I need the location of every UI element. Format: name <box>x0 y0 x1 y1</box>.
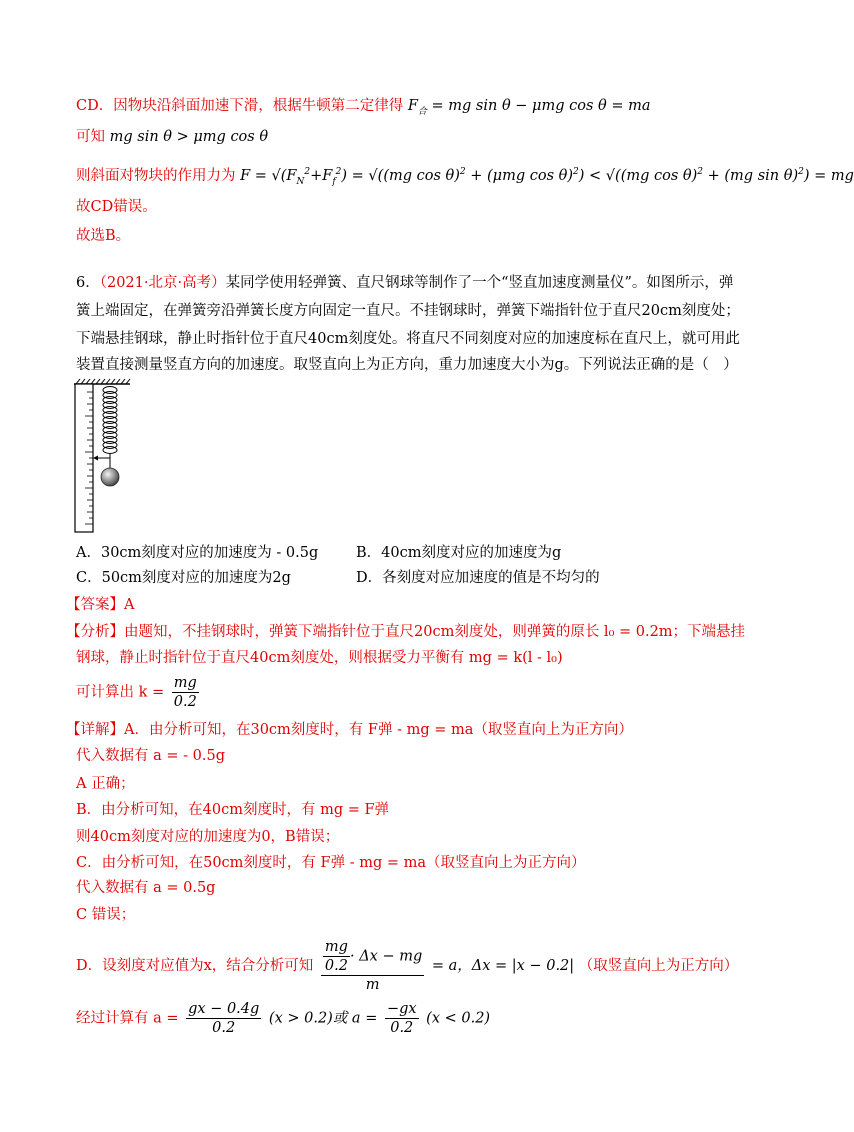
detail-b2: 则40cm刻度对应的加速度为0，B错误； <box>76 829 340 845</box>
detail-a2: 代入数据有 a = - 0.5g <box>76 748 225 764</box>
question-source: （2021·北京·高考） <box>99 275 226 291</box>
analysis-line-2: 钢球，静止时指针位于直尺40cm刻度处，则根据受力平衡有 mg = k(l - l₀) <box>76 650 563 666</box>
analysis-line-1: 【分析】由题知，不挂钢球时，弹簧下端指针位于直尺20cm刻度处，则弹簧的原长 l₀ = 0.2m；下端悬挂 <box>66 624 746 640</box>
force-line <box>76 162 854 192</box>
detail-d-prefix: D．设刻度对应值为x，结合分析可知 <box>76 958 314 974</box>
d-eq-rhs: = a，Δx = <box>431 958 512 974</box>
e-den-2: 0.2 <box>390 1020 414 1036</box>
option-b: B．40cm刻度对应的加速度为g <box>356 545 562 561</box>
spring <box>103 387 117 454</box>
question-line-1 <box>76 273 733 293</box>
e-cond-2: (x < 0.2) <box>426 1010 491 1027</box>
option-c: C．50cm刻度对应的加速度为2g <box>76 570 291 586</box>
detail-c3: C 错误； <box>76 907 136 923</box>
cd-line <box>76 96 651 122</box>
detail-c1: C．由分析可知，在50cm刻度时，有 F弹 - mg = ma（取竖直向上为正方向） <box>76 855 586 871</box>
pointer-arrow <box>93 456 98 461</box>
steel-ball <box>101 468 119 486</box>
know-prefix: 可知 <box>76 129 105 145</box>
know-equation: mg sin θ > μmg cos θ <box>109 129 269 145</box>
question-line-3: 下端悬挂钢球，静止时指针位于直尺40cm刻度处。将直尺不同刻度对应的加速度标在直尺上，就可用此 <box>76 331 740 347</box>
option-d: D．各刻度对应加速度的值是不均匀的 <box>356 570 600 586</box>
d-inner-fraction <box>323 938 350 975</box>
k-prefix: 可计算出 k = <box>76 684 169 701</box>
k-denominator: 0.2 <box>173 694 197 710</box>
question-line-2: 簧上端固定，在弹簧旁沿弹簧长度方向固定一直尺。不挂钢球时，弹簧下端指针位于直尺20cm刻度处； <box>76 303 740 319</box>
cd-wrong: 故CD错误。 <box>76 199 157 215</box>
k-fraction <box>172 674 199 711</box>
detail-c2: 代入数据有 a = 0.5g <box>76 880 216 896</box>
d-num-rest: · Δx − mg <box>349 948 423 965</box>
detail-a3: A 正确； <box>76 776 135 792</box>
d-inner-den: 0.2 <box>324 958 348 974</box>
e-den-1: 0.2 <box>212 1020 236 1036</box>
detail-a1: 【详解】A．由分析可知，在30cm刻度时，有 F弹 - mg = ma（取竖直向上为正方向） <box>66 722 633 738</box>
choose-b: 故选B。 <box>76 228 131 244</box>
k-numerator: mg <box>172 674 199 693</box>
cd-equation: $F_合$ = mg sin θ − μmg cos θ = ma <box>407 98 651 117</box>
e-prefix: 经过计算有 a = <box>76 1010 184 1027</box>
option-a: A．30cm刻度对应的加速度为 - 0.5g <box>76 545 319 561</box>
spring-ruler-figure <box>70 378 150 536</box>
d-abs: |x − 0.2| <box>511 958 575 974</box>
question-line-4: 装置直接测量竖直方向的加速度。取竖直向上为正方向，重力加速度大小为g。下列说法正确的是（ ） <box>76 357 738 373</box>
detail-b1: B．由分析可知，在40cm刻度时，有 mg = F弹 <box>76 802 390 818</box>
detail-d-line <box>76 938 738 994</box>
e-fraction-2 <box>385 1000 419 1037</box>
d-inner-num: mg <box>323 938 350 957</box>
force-equation: $F = √(F_N^2+F_f^2) = √((mg$ cos θ)$^2$ + (μmg cos θ)$^2$) < √((mg cos θ)$^2$ + (mg sin θ)$^2$) = mg <box>240 167 854 187</box>
e-num-1: gx − 0.4g <box>188 1001 260 1017</box>
question-number: 6． <box>76 275 100 291</box>
spring-ruler-svg <box>70 378 150 536</box>
answer-label: 【答案】A <box>66 597 135 613</box>
e-fraction-1 <box>186 1000 261 1037</box>
detail-e-line <box>76 1000 490 1037</box>
cd-prefix: CD．因物块沿斜面加速下滑，根据牛顿第二定律得 <box>76 98 404 114</box>
know-line <box>76 127 268 147</box>
e-num-2: −gx <box>386 1001 417 1017</box>
k-line <box>76 674 202 711</box>
d-fraction <box>321 938 424 994</box>
d-denominator: m <box>365 977 380 993</box>
question-text-1: 某同学使用轻弹簧、直尺钢球等制作了一个“竖直加速度测量仪”。如图所示，弹 <box>225 275 734 291</box>
d-numerator <box>321 938 424 976</box>
e-cond-1: (x > 0.2)或 a = <box>268 1010 382 1027</box>
d-suffix: （取竖直向上为正方向） <box>578 958 739 974</box>
force-prefix: 则斜面对物块的作用力为 <box>76 167 236 184</box>
